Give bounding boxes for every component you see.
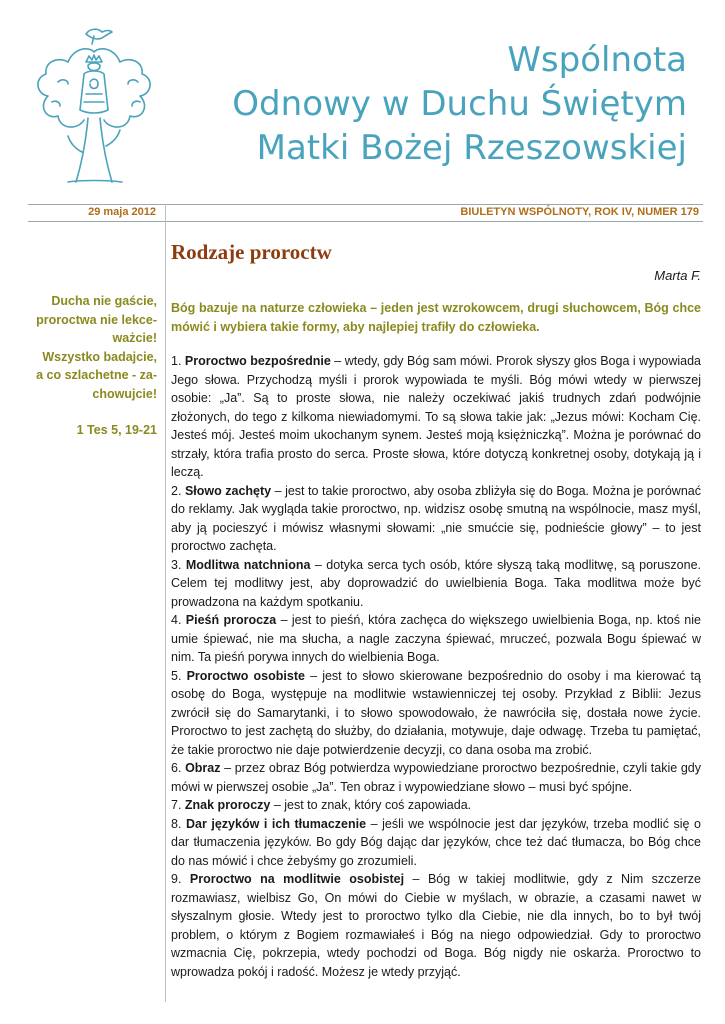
column-divider bbox=[165, 204, 166, 1002]
title-line-2: Odnowy w Duchu Świętym bbox=[232, 84, 687, 124]
article-author: Marta F. bbox=[654, 268, 701, 283]
item-text: – dotyka serca tych osób, które słyszą taką modlitwę, są poruszone. Celem tej modlitwy jest, aby doprowadzić do uwielbienia Boga. Taka modlitwa może być prowadzona na każdym spotkaniu. bbox=[171, 557, 702, 609]
header-rule-top bbox=[28, 204, 703, 205]
community-title bbox=[232, 38, 687, 170]
quote-line: ważcie! bbox=[112, 331, 157, 345]
item-text: – przez obraz Bóg potwierdza wypowiedziane proroctwo bezpośrednie, czyli takie gdy mówi w pierwszej osobie „Ja”. Ten obraz i wypowiedziane słowo – musi być spójne. bbox=[171, 761, 701, 794]
item-number: 6. bbox=[171, 761, 186, 775]
item-term: Proroctwo na modlitwie osobistej bbox=[189, 872, 405, 886]
item-text: – jeśli we wspólnocie jest dar języków, trzeba modlić się o dar tłumaczenia języków. Bo gdy Bóg dając dar języków, chce też dać tłumacza, bo Bóg chce do nas mówić i chce żebyśmy go zrozumieli. bbox=[171, 816, 701, 868]
prophecy-item bbox=[171, 870, 701, 981]
header-rule-bottom bbox=[28, 221, 703, 222]
item-term: Pieśń prorocza bbox=[185, 613, 277, 627]
item-term: Dar języków i ich tłumaczenie bbox=[185, 816, 367, 831]
item-number: 7. bbox=[171, 798, 185, 812]
article bbox=[171, 238, 701, 981]
quote-line: Wszystko badajcie, bbox=[42, 349, 157, 364]
quote-line: a co szlachetne - za- bbox=[36, 368, 157, 382]
prophecy-item bbox=[171, 482, 701, 556]
title-line-3: Matki Bożej Rzeszowskiej bbox=[256, 128, 687, 168]
item-text: – jest to słowo skierowane bezpośrednio do osoby i ma kierować tą osobę do Boga, występuje na modlitwie wstawienniczej tej osoby. Przykład z Biblii: Jezus zwrócił się do Samarytanki, i to słowo spowodowało, że nawróciła się, dostała nowe życie. Proroctwo to jest zachętą do służby, do działania, motywuje, daje odwagę. Trzeba tu pamiętać, że takie proroctwo nie daje potwierdzenie decyzji, co dana osoba ma zrobić. bbox=[171, 668, 701, 757]
item-number: 5. bbox=[171, 668, 187, 683]
prophecy-item bbox=[171, 796, 701, 815]
sidebar-quote bbox=[28, 292, 157, 440]
prophecy-item bbox=[171, 556, 701, 612]
item-term: Słowo zachęty bbox=[184, 483, 272, 498]
community-logo bbox=[28, 22, 160, 190]
prophecy-item bbox=[171, 759, 701, 796]
article-lead: Bóg bazuje na naturze człowieka – jeden jest wzrokowcem, drugi słuchowcem, Bóg chce mówić i wybiera takie formy, aby najlepiej trafiły do człowieka. bbox=[171, 301, 701, 334]
madonna-icon bbox=[80, 55, 108, 113]
item-text: – jest to pieśń, która zachęca do większego uwielbienia Boga, np. ktoś nie umie śpiewać, nie ma słucha, a nagle zaczyna śpiewać, mruczeć, pozwala Bogu śpiewać w nim. Ta pieśń porywa innych do wielbienia Boga. bbox=[171, 613, 701, 664]
item-term: Obraz bbox=[185, 761, 221, 775]
issue-date: 29 maja 2012 bbox=[88, 206, 156, 218]
dove-icon bbox=[86, 29, 112, 39]
prophecy-list bbox=[171, 352, 701, 981]
article-title: Rodzaje proroctw bbox=[171, 240, 332, 264]
item-term: Proroctwo bezpośrednie bbox=[184, 354, 331, 368]
item-term: Znak proroczy bbox=[184, 798, 271, 812]
item-text: – jest to takie proroctwo, aby osoba zbliżyła się do Boga. Można je porównać do reklamy. Jak wygląda takie proroctwo, np. widzisz osobę smutną na wspólnocie, masz myśl, aby ją pocieszyć i mówisz własnymi słowami: „nie smućcie się, podnieście głowy” – to jest proroctwo zachęta. bbox=[171, 483, 701, 553]
item-number: 8. bbox=[171, 816, 186, 831]
item-text: – wtedy, gdy Bóg sam mówi. Prorok słyszy głos Boga i wypowiada Jego słowa. Przychodzą myśli i prorok wypowiada te myśli. Bóg mówi wtedy w pierwszej osobie: „Ja”. Są to proste słowa, nie należy oczekiwać jakiś trudnych zdań podwójnie złożonych, do tego z kilkoma niewiadomymi. To są słowa takie jak: „Jezus mówi: Kocham Cię. Jesteś mój. Jesteś moim ukochanym synem. Jesteś moją księżniczką”. Można je porównać do strzały, która trafia prosto do serca. Proste słowa, które dotyczą konkretnej osoby, dotykają ją i leczą. bbox=[171, 354, 702, 479]
item-number: 3. bbox=[171, 557, 186, 572]
prophecy-item bbox=[171, 815, 701, 871]
item-number: 9. bbox=[171, 872, 190, 886]
item-number: 1. bbox=[171, 354, 185, 368]
quote-reference: 1 Tes 5, 19-21 bbox=[76, 423, 157, 437]
quote-line: proroctwa nie lekce- bbox=[36, 312, 157, 327]
item-number: 2. bbox=[171, 483, 185, 498]
prophecy-item bbox=[171, 352, 701, 482]
item-number: 4. bbox=[171, 613, 186, 627]
item-term: Proroctwo osobiste bbox=[186, 668, 305, 683]
item-text: – Bóg w takiej modlitwie, gdy z Nim szczerze rozmawiasz, wielbisz Go, On mówi do Ciebie w myślach, w obrazie, a czasami nawet w słyszalnym głosie. Wtedy jest to proroctwo tylko dla Ciebie, nie dla innych, bo to był twój problem, o którym z Bogiem rozmawiałeś i Bóg na niego odpowiedział. Gdy to proroctwo wzmacnia Cię, pokrzepia, wtedy pochodzi od Boga. Bóg nigdy nie oskarża. Proroctwo to wprowadza pokój i radość. Możesz je wtedy przyjąć. bbox=[171, 872, 701, 979]
title-line-1: Wspólnota bbox=[507, 40, 687, 80]
prophecy-item bbox=[171, 611, 701, 667]
item-term: Modlitwa natchniona bbox=[185, 557, 311, 572]
item-text: – jest to znak, który coś zapowiada. bbox=[270, 798, 472, 812]
bulletin-label: BIULETYN WSPÓLNOTY, ROK IV, NUMER 179 bbox=[460, 206, 699, 218]
prophecy-item bbox=[171, 667, 701, 760]
quote-line: Ducha nie gaście, bbox=[51, 294, 157, 308]
quote-line: chowujcie! bbox=[92, 386, 157, 401]
